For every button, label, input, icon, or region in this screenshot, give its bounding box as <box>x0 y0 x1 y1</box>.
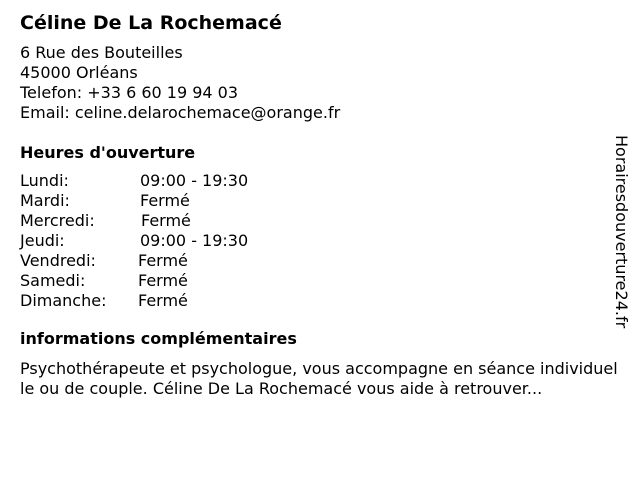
street-address: 6 Rue des Bouteilles <box>20 43 183 62</box>
day-label: Vendredi: <box>20 251 96 270</box>
day-label: Samedi: <box>20 271 86 290</box>
site-watermark: Horairesdouverture24.fr <box>612 135 631 329</box>
hours-row-mercredi <box>20 211 620 231</box>
city-postcode: 45000 Orléans <box>20 63 138 82</box>
opening-hours-table <box>20 171 620 311</box>
day-label: Mardi: <box>20 191 70 210</box>
day-label: Lundi: <box>20 171 69 190</box>
day-label: Mercredi: <box>20 211 95 230</box>
contact-block <box>20 43 620 123</box>
hours-row-vendredi <box>20 251 620 271</box>
hours-row-jeudi <box>20 231 620 251</box>
additional-info-text: Psychothérapeute et psychologue, vous accompagne en séance individuelle ou de couple. Céline De La Rochemacé vous aide à retrouver... <box>20 359 618 398</box>
hours-value: Fermé <box>141 211 191 230</box>
hours-value: 09:00 - 19:30 <box>140 171 249 190</box>
hours-value: 09:00 - 19:30 <box>140 231 249 250</box>
hours-row-mardi <box>20 191 620 211</box>
hours-value: Fermé <box>140 191 190 210</box>
day-label: Jeudi: <box>20 231 65 250</box>
hours-value: Fermé <box>138 271 188 290</box>
email-address: Email: celine.delarochemace@orange.fr <box>20 103 341 122</box>
day-label: Dimanche: <box>20 291 107 310</box>
hours-value: Fermé <box>138 291 188 310</box>
business-name: Céline De La Rochemacé <box>20 12 282 34</box>
additional-info-heading: informations complémentaires <box>20 329 297 348</box>
hours-row-samedi <box>20 271 620 291</box>
phone-number: Telefon: +33 6 60 19 94 03 <box>20 83 239 102</box>
opening-hours-heading: Heures d'ouverture <box>20 143 196 162</box>
hours-row-lundi <box>20 171 620 191</box>
business-card <box>20 10 620 399</box>
hours-value: Fermé <box>138 251 188 270</box>
hours-row-dimanche <box>20 291 620 311</box>
